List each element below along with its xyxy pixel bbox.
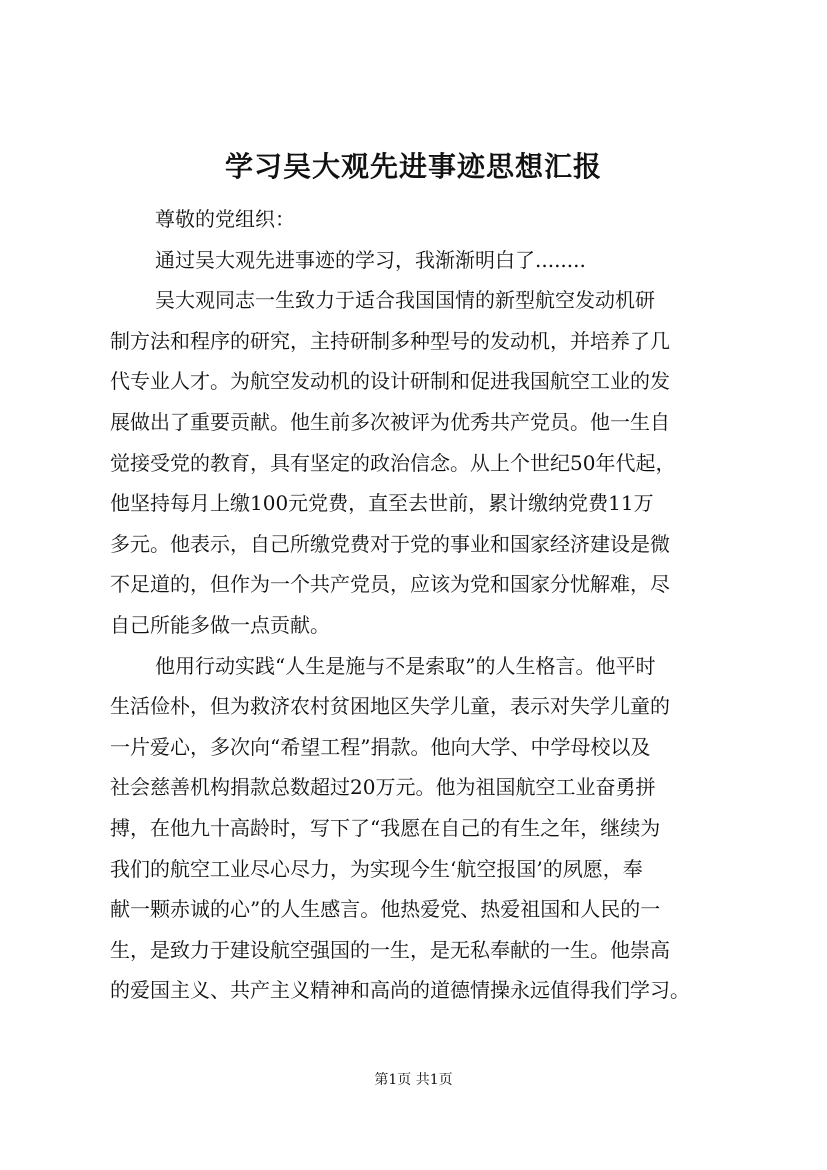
paragraph-2-line-2: 生活俭朴，但为救济农村贫困地区失学儿童，表示对失学儿童的 [110, 694, 670, 719]
salutation-line: 尊敬的党组织： [155, 207, 295, 231]
paragraph-2-line-6: 我们的航空工业尽心尽力，为实现今生‘航空报国’的夙愿，奉 [110, 856, 643, 881]
paragraph-1-line-4: 展做出了重要贡献。他生前多次被评为优秀共产党员。他一生自 [110, 409, 670, 434]
paragraph-2-line-8: 生，是致力于建设航空强国的一生，是无私奉献的一生。他崇高 [110, 937, 670, 962]
paragraph-1-line-7: 多元。他表示，自己所缴党费对于党的事业和国家经济建设是微 [110, 531, 670, 556]
paragraph-1-line-5: 觉接受党的教育，具有坚定的政治信念。从上个世纪50年代起， [110, 450, 676, 475]
paragraph-2-line-9: 的爱国主义、共产主义精神和高尚的道德情操永远值得我们学习。 [110, 978, 690, 1003]
paragraph-2-line-3: 一片爱心，多次向“希望工程”捐款。他向大学、中学母校以及 [110, 734, 651, 759]
paragraph-1-line-1: 吴大观同志一生致力于适合我国国情的新型航空发动机研 [155, 288, 655, 313]
paragraph-1-line-3: 代专业人才。为航空发动机的设计研制和促进我国航空工业的发 [110, 369, 670, 394]
document-body [110, 199, 730, 1011]
paragraph-2-line-1: 他用行动实践“人生是施与不是索取”的人生格言。他平时 [155, 653, 656, 678]
paragraph-1-line-9: 自己所能多做一点贡献。 [110, 612, 330, 637]
document-title: 学习吴大观先进事迹思想汇报 [224, 150, 602, 183]
page-number-footer: 第1页 共1页 [374, 1072, 453, 1088]
paragraph-2-line-4: 社会慈善机构捐款总数超过20万元。他为祖国航空工业奋勇拼 [110, 775, 656, 800]
paragraph-2-line-5: 搏，在他九十高龄时，写下了“我愿在自己的有生之年，继续为 [110, 815, 661, 840]
paragraph-1-line-2: 制方法和程序的研究，主持研制多种型号的发动机，并培养了几 [110, 328, 670, 353]
paragraph-1-line-8: 不足道的，但作为一个共产党员，应该为党和国家分忧解难，尽 [110, 572, 670, 597]
paragraph-2-line-7: 献一颗赤诚的心”的人生感言。他热爱党、热爱祖国和人民的一 [110, 897, 661, 922]
paragraph-1-line-6: 他坚持每月上缴100元党费，直至去世前，累计缴纳党费11万 [110, 491, 654, 516]
intro-line: 通过吴大观先进事迹的学习，我渐渐明白了........ [155, 247, 586, 272]
